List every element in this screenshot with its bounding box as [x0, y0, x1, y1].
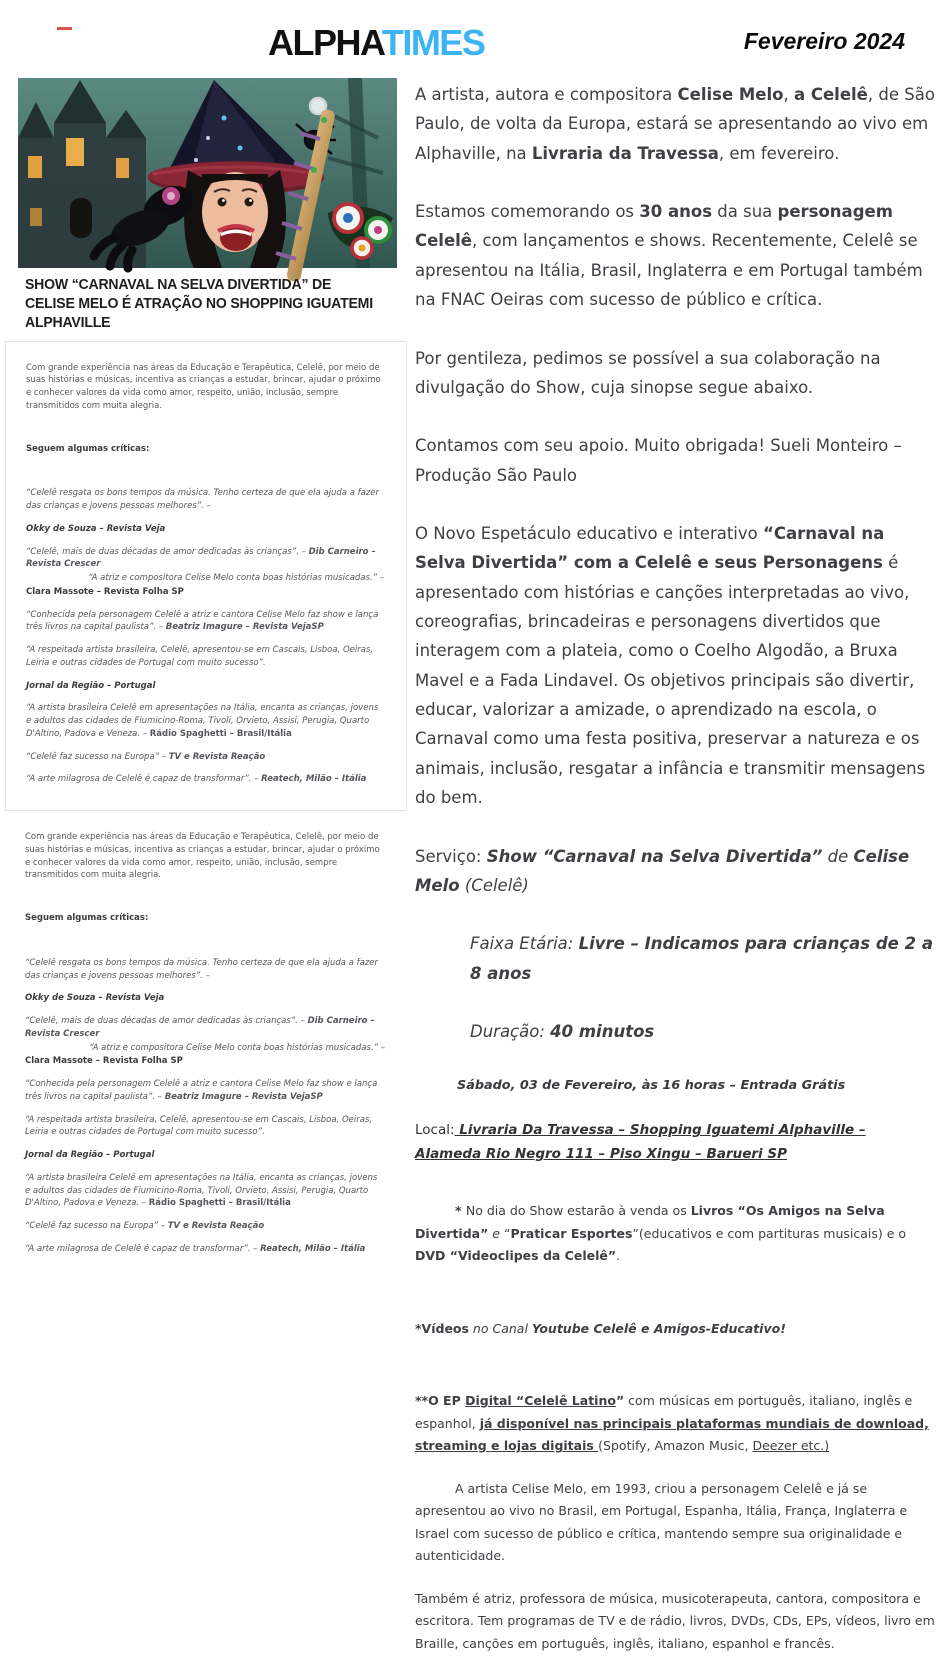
text-run: Reatech, Milão – Itália [260, 1243, 366, 1254]
quote [26, 644, 384, 670]
text-run: * [455, 1203, 466, 1219]
text-run: Clara Massote – Revista Folha SP [26, 586, 184, 597]
text-run: , [783, 85, 794, 104]
ep-note-paragraph [415, 1390, 935, 1458]
text-run: já disponível nas principais plataformas mundiais de download, streaming e lojas digitais [415, 1415, 929, 1454]
text-run: Seguem algumas críticas: [26, 443, 150, 454]
schedule-paragraph [415, 1075, 935, 1097]
text-run: (Celelê) [459, 875, 529, 895]
critics-heading [25, 912, 385, 925]
text-run: Sábado, 03 de Fevereiro, às 16 horas – Entrada Grátis [457, 1078, 846, 1094]
text-run: Celise Melo [677, 85, 784, 104]
text-run: Duração: [470, 1021, 551, 1041]
text-run: (educativos e com partituras musicais) e o [638, 1225, 907, 1241]
performer-face [202, 172, 268, 252]
quote [25, 1243, 385, 1256]
attribution [26, 523, 384, 536]
text-run: “Conhecida pela personagem Celelê a atriz e cantora Celise Melo faz show e lança três livros na capital paulista”. – [25, 1079, 378, 1102]
quote [26, 773, 384, 786]
text-run: “A artista brasileira Celelê em apresentações na Itália, encanta as crianças, jovens e adultos das cidades de Fiumicino-Roma, Tivoli, Orvieto, Assisi, Perugia, Quarto D'Altino, Padova e Veneza. – [26, 703, 379, 739]
text-run: TV e Revista Reação [167, 1221, 265, 1232]
merch-note-paragraph [415, 1200, 935, 1268]
article-headline: SHOW “CARNAVAL NA SELVA DIVERTIDA” DE CELISE MELO É ATRAÇÃO NO SHOPPING IGUATEMI ALPHAVILLE [25, 277, 373, 331]
red-mark-decoration [57, 27, 72, 30]
text-run: da sua [712, 202, 778, 222]
text-run: *Vídeos [415, 1320, 469, 1336]
quote [25, 1220, 385, 1233]
quote [26, 751, 384, 764]
quote [25, 1114, 385, 1140]
text-run: Serviço: [415, 846, 487, 866]
quote [26, 487, 384, 513]
text-run: Local: [415, 1122, 455, 1139]
witch-photo-illustration [18, 78, 397, 268]
quote [25, 1015, 385, 1041]
bio-paragraph [26, 362, 384, 413]
service-paragraph [415, 842, 935, 901]
critics-box [5, 341, 407, 812]
attribution [26, 586, 384, 599]
text-run: Rádio Spaghetti – Brasil/Itália [148, 1198, 291, 1209]
text-run: Livraria da Travessa [531, 143, 719, 163]
attribution [26, 680, 384, 693]
attribution [25, 1149, 385, 1162]
text-run: Digital “Celelê Latino [465, 1393, 616, 1409]
text-run: Reatech, Milão – Itália [261, 774, 367, 785]
main-article-column [415, 80, 935, 1675]
text-run: A artista, autora e compositora [415, 85, 678, 104]
text-run: no Canal [468, 1320, 532, 1336]
critics-heading [26, 443, 384, 456]
text-run: é apresentado com histórias e canções interpretadas ao vivo, coreografias, brincadeiras e personagens divertidos que interagem com a plateia, como o Coelho Algodão, a Bruxa Mavel e a Fada Lindavel. Os objetivos principais são divertir, educar, valorizar a amizade, o aprendizado na escola, o Carnaval como uma festa positiva, preservar a natureza e os animais, inclusão, resgatar a infância e transmitir mensagens do bem. [415, 553, 926, 808]
text-run: “A respeitada artista brasileira, Celelê, apresentou-se em Cascais, Lisboa, Oeiras, Leiria e outras cidades de Portugal com muito sucesso”. [25, 1114, 373, 1138]
text-run: “Celelê faz sucesso na Europa” – [26, 751, 169, 762]
text-run: A artista Celise Melo, em 1993, criou a personagem Celelê e já se apresentou ao vivo no Brasil, em Portugal, Espanha, Itália, França, Inglaterra e Israel com sucesso de público e crítica, mantendo sempre sua originalidade e autenticidade. [415, 1480, 908, 1564]
text-run: Okky de Souza – Revista Veja [26, 523, 166, 534]
text-run: “Celelê resgata os bons tempos da música. Tenho certeza de que ela ajuda a fazer das crianças e jovens pessoas melhores”. – [25, 957, 378, 981]
text-run: Jornal da Região – Portugal [26, 680, 156, 691]
text-run: ” [615, 1393, 625, 1409]
text-run: Rádio Spaghetti – Brasil/Itália [149, 728, 292, 739]
text-run: (Spotify, Amazon Music, [598, 1438, 753, 1454]
quote [26, 702, 384, 740]
text-run: Deezer etc.) [752, 1438, 830, 1454]
thanks-paragraph [415, 431, 935, 490]
text-run: Livros “Os Amigos na Selva Divertida” [415, 1203, 885, 1241]
text-run: TV e Revista Reação [168, 751, 266, 762]
duration-paragraph [415, 1017, 935, 1046]
text-run: , em fevereiro. [718, 143, 840, 163]
text-run: Youtube Celelê e Amigos-Educativo! [531, 1320, 786, 1336]
text-run: Okky de Souza – Revista Veja [25, 993, 165, 1004]
text-run: “Celelê resgata os bons tempos da música. Tenho certeza de que ela ajuda a fazer das crianças e jovens pessoas melhores”. – [26, 488, 379, 512]
left-column [5, 78, 407, 1280]
text-run: Com grande experiência nas áreas da Educação e Terapêutica, Celelê, por meio de suas histórias e músicas, incentiva as crianças a estudar, brincar, ajudar o próximo e conhecer valores da vida como amor, respeito, união, inclusão, sempre transmitidos com muita alegria. [25, 832, 380, 881]
text-run: Por gentileza, pedimos se possível a sua colaboração na divulgação do Show, cuja sinopse segue abaixo. [415, 348, 881, 397]
quote [25, 1172, 385, 1210]
critics-repeat-block [5, 811, 407, 1280]
text-run: “A atriz e compositora Celise Melo conta boas histórias musicadas.” – [88, 573, 384, 584]
text-run: “A respeitada artista brasileira, Celelê, apresentou-se em Cascais, Lisboa, Oeiras, Leiria e outras cidades de Portugal com muito sucesso”. [26, 645, 374, 668]
quote [26, 572, 384, 585]
text-run: Beatriz Imagure – Revista VejaSP [164, 1091, 323, 1102]
logo-times-text: TIMES [381, 22, 485, 63]
text-run: “Celelê, mais de duas décadas de amor dedicadas às crianças”. – [25, 1016, 308, 1027]
text-run: Jornal da Região – Portugal [25, 1150, 155, 1161]
text-run: “ [503, 1225, 511, 1241]
text-run: Livraria Da Travessa – Shopping Iguatemi Alphaville – [454, 1122, 866, 1139]
anniversary-paragraph [415, 197, 935, 314]
quote [25, 957, 385, 983]
age-range-paragraph [415, 929, 935, 988]
request-paragraph [415, 344, 935, 403]
text-run: **O EP [415, 1393, 466, 1409]
text-run: Também é atriz, professora de música, musicoterapeuta, cantora, compositora e escritora. Tem programas de TV e de rádio, livros, DVDs, CDs, EPs, vídeos, livro em Braille, canções em português, inglês, italiano, espanhol e francês. [415, 1590, 935, 1651]
quote [26, 546, 384, 572]
text-run: “Carnaval na Selva Divertida” com a Celelê e seus Personagens [415, 523, 885, 573]
text-run: “A artista brasileira Celelê em apresentações na Itália, encanta as crianças, jovens e adultos das cidades de Fiumicino-Roma, Tivoli, Orvieto, Assisi, Perugia, Quarto D'Altino, Padova e Veneza. – [25, 1172, 378, 1209]
attribution [25, 992, 385, 1005]
text-run: Seguem algumas críticas: [25, 913, 149, 924]
text-run: “A atriz e compositora Celise Melo conta boas histórias musicadas.” – [89, 1042, 385, 1053]
text-run: “Conhecida pela personagem Celelê a atriz e cantora Celise Melo faz show e lança três livros na capital paulista”. – [26, 609, 379, 633]
quote [25, 1078, 385, 1104]
text-run: Dib Carneiro – Revista Crescer [26, 546, 376, 570]
attribution [25, 1055, 385, 1068]
issue-date: Fevereiro 2024 [743, 28, 905, 54]
text-run: No dia do Show estarão à venda os [465, 1203, 691, 1219]
quote [26, 609, 384, 635]
alphatimes-logo [268, 22, 484, 64]
bio-history-paragraph [415, 1478, 935, 1568]
text-run: Livre – Indicamos para crianças de 2 a 8 anos [470, 934, 933, 983]
text-run: , de São Paulo, de volta da Europa, estará se apresentando ao vivo em Alphaville, na [415, 85, 935, 163]
text-run: Dib Carneiro – Revista Crescer [25, 1016, 375, 1039]
text-run: Clara Massote – Revista Folha SP [25, 1056, 183, 1067]
text-run: 30 anos [639, 202, 713, 222]
intro-paragraph [415, 80, 935, 168]
bio-paragraph [25, 831, 385, 882]
synopsis-paragraph [415, 519, 935, 813]
text-run: Estamos comemorando os [415, 202, 640, 222]
text-run: O Novo Espetáculo educativo e interativo [415, 523, 763, 543]
text-run: Alameda Rio Negro 111 – Piso Xingu – Barueri SP [415, 1145, 787, 1162]
text-run: Beatriz Imagure – Revista VejaSP [165, 622, 324, 633]
text-run: personagem Celelê [415, 202, 893, 251]
text-run: “A arte milagrosa de Celelê é capaz de transformar”. – [25, 1243, 261, 1254]
text-run: de [822, 846, 854, 866]
text-run: Praticar Esportes [510, 1225, 633, 1241]
text-run: Celise Melo [415, 846, 910, 895]
text-run: “Celelê faz sucesso na Europa” – [25, 1221, 168, 1232]
text-run: 40 minutos [550, 1021, 655, 1041]
text-run: Com grande experiência nas áreas da Educação e Terapêutica, Celelê, por meio de suas histórias e músicas, incentiva as crianças a estudar, brincar, ajudar o próximo e conhecer valores da vida como amor, respeito, união, inclusão, sempre transmitidos com muita alegria. [26, 362, 381, 411]
venue-paragraph [415, 1119, 935, 1166]
text-run: Faixa Etária: [470, 934, 579, 954]
quote [25, 1042, 385, 1055]
text-run: Show “Carnaval na Selva Divertida” [486, 846, 823, 866]
text-run: “A arte milagrosa de Celelê é capaz de transformar”. – [26, 774, 262, 785]
logo-alpha-text: ALPHA [268, 22, 382, 63]
text-run: ” [632, 1225, 639, 1241]
bio-roles-paragraph [415, 1588, 935, 1656]
text-run: “Celelê, mais de duas décadas de amor dedicadas às crianças”. – [26, 546, 309, 557]
article-photo [18, 78, 397, 268]
text-run: a Celelê [794, 85, 868, 104]
text-run: . [616, 1248, 621, 1264]
text-run: , com lançamentos e shows. Recentemente, Celelê se apresentou na Itália, Brasil, Inglaterra e em Portugal também na FNAC Oeiras com sucesso de público e crítica. [415, 231, 923, 310]
text-run: e [488, 1225, 504, 1241]
videos-note-paragraph [415, 1318, 935, 1341]
text-run: DVD “Videoclipes da Celelê” [415, 1248, 617, 1264]
text-run: Contamos com seu apoio. Muito obrigada! Sueli Monteiro – Produção São Paulo [415, 436, 902, 485]
text-run: com músicas em português, italiano, inglês e espanhol, [415, 1393, 913, 1431]
